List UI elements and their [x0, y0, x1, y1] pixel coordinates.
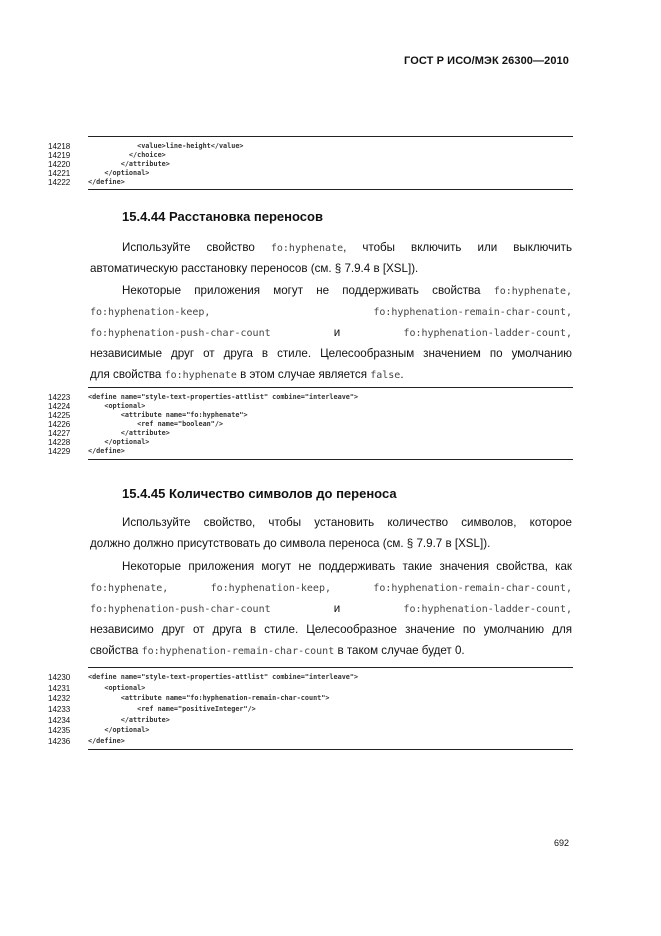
text-line: fo:hyphenation-push-char-count и fo:hyphenation-ladder-count, [90, 326, 572, 339]
code-text: </attribute> [88, 160, 170, 168]
code-line [48, 411, 573, 420]
text-line: Некоторые приложения могут не поддерживать такие значения свойства, как [122, 560, 572, 573]
code-text: </define> [88, 737, 125, 745]
line-number: 14220 [48, 160, 71, 169]
code-line [48, 438, 573, 447]
line-number: 14223 [48, 393, 71, 402]
code-text: </attribute> [88, 429, 170, 437]
line-number: 14219 [48, 151, 71, 160]
line-number: 14230 [48, 673, 71, 682]
code-line [48, 673, 573, 682]
code-line [48, 151, 573, 160]
text-line: свойства fo:hyphenation-remain-char-count в таком случае будет 0. [90, 644, 465, 657]
code-line [48, 420, 573, 429]
code-line [48, 178, 573, 187]
code-text: </optional> [88, 726, 150, 734]
code-line [48, 402, 573, 411]
line-number: 14227 [48, 429, 71, 438]
code-block-top-rule [88, 387, 573, 388]
code-text: <ref name="boolean"/> [88, 420, 224, 428]
line-number: 14222 [48, 178, 71, 187]
code-line [48, 429, 573, 438]
text-line: независимые друг от друга в стиле. Целесообразным значением по умолчанию [90, 347, 572, 360]
code-text: </optional> [88, 169, 150, 177]
line-number: 14233 [48, 705, 71, 714]
section-heading-15-4-45: 15.4.45 Количество символов до переноса [122, 486, 397, 501]
code-line [48, 737, 573, 746]
code-line [48, 393, 573, 402]
code-text: <optional> [88, 402, 146, 410]
text-line: должно должно присутствовать до символа переноса (см. § 7.9.7 в [XSL]). [90, 537, 491, 550]
text-line: автоматическую расстановку переносов (см. § 7.9.4 в [XSL]). [90, 262, 419, 275]
line-number: 14226 [48, 420, 71, 429]
code-line [48, 726, 573, 735]
line-number: 14229 [48, 447, 71, 456]
code-text: <define name="style-text-properties-attlist" combine="interleave"> [88, 673, 359, 681]
code-text: <optional> [88, 684, 146, 692]
code-block-1 [48, 136, 573, 196]
code-text: </attribute> [88, 716, 170, 724]
code-block-top-rule [88, 136, 573, 137]
code-line [48, 447, 573, 456]
code-text: </optional> [88, 438, 150, 446]
line-number: 14232 [48, 694, 71, 703]
line-number: 14234 [48, 716, 71, 725]
code-text: <define name="style-text-properties-attlist" combine="interleave"> [88, 393, 359, 401]
line-number: 14225 [48, 411, 71, 420]
line-number: 14218 [48, 142, 71, 151]
page-header: ГОСТ Р ИСО/МЭК 26300—2010 [404, 55, 569, 67]
code-line [48, 169, 573, 178]
code-text: <ref name="positiveInteger"/> [88, 705, 256, 713]
page-number: 692 [553, 838, 569, 848]
paragraph [90, 512, 572, 554]
code-line [48, 142, 573, 151]
code-line [48, 684, 573, 693]
line-number: 14228 [48, 438, 71, 447]
code-line [48, 705, 573, 714]
code-text: </define> [88, 447, 125, 455]
line-number: 14236 [48, 737, 71, 746]
code-text: <attribute name="fo:hyphenation-remain-char-count"> [88, 694, 330, 702]
text-line: Некоторые приложения могут не поддерживать свойства fo:hyphenate, [122, 284, 572, 297]
line-number: 14224 [48, 402, 71, 411]
text-line: для свойства fo:hyphenate в этом случае является false. [90, 368, 404, 381]
paragraph [90, 237, 572, 279]
text-line: fo:hyphenation-keep, fo:hyphenation-remain-char-count, [90, 307, 572, 318]
code-block-top-rule [88, 667, 573, 668]
code-block-bottom-rule [88, 189, 573, 190]
text-line: Используйте свойство, чтобы установить количество символов, которое [122, 516, 572, 529]
line-number: 14231 [48, 684, 71, 693]
code-text: </choice> [88, 151, 166, 159]
code-line [48, 694, 573, 703]
code-text: </define> [88, 178, 125, 186]
paragraph [90, 280, 572, 385]
paragraph [90, 556, 572, 661]
code-block-2 [48, 387, 573, 467]
line-number: 14235 [48, 726, 71, 735]
code-line [48, 160, 573, 169]
text-line: Используйте свойство fo:hyphenate, чтобы включить или выключить [122, 241, 572, 254]
text-line: fo:hyphenation-push-char-count и fo:hyphenation-ladder-count, [90, 602, 572, 615]
code-block-bottom-rule [88, 749, 573, 750]
text-line: независимо друг от друга в стиле. Целесообразное значение по умолчанию для [90, 623, 572, 636]
code-block-3 [48, 667, 573, 752]
code-text: <attribute name="fo:hyphenate"> [88, 411, 248, 419]
section-heading-15-4-44: 15.4.44 Расстановка переносов [122, 209, 323, 224]
code-text: <value>line-height</value> [88, 142, 244, 150]
line-number: 14221 [48, 169, 71, 178]
code-line [48, 716, 573, 725]
code-block-bottom-rule [88, 459, 573, 460]
text-line: fo:hyphenate, fo:hyphenation-keep, fo:hyphenation-remain-char-count, [90, 583, 572, 594]
